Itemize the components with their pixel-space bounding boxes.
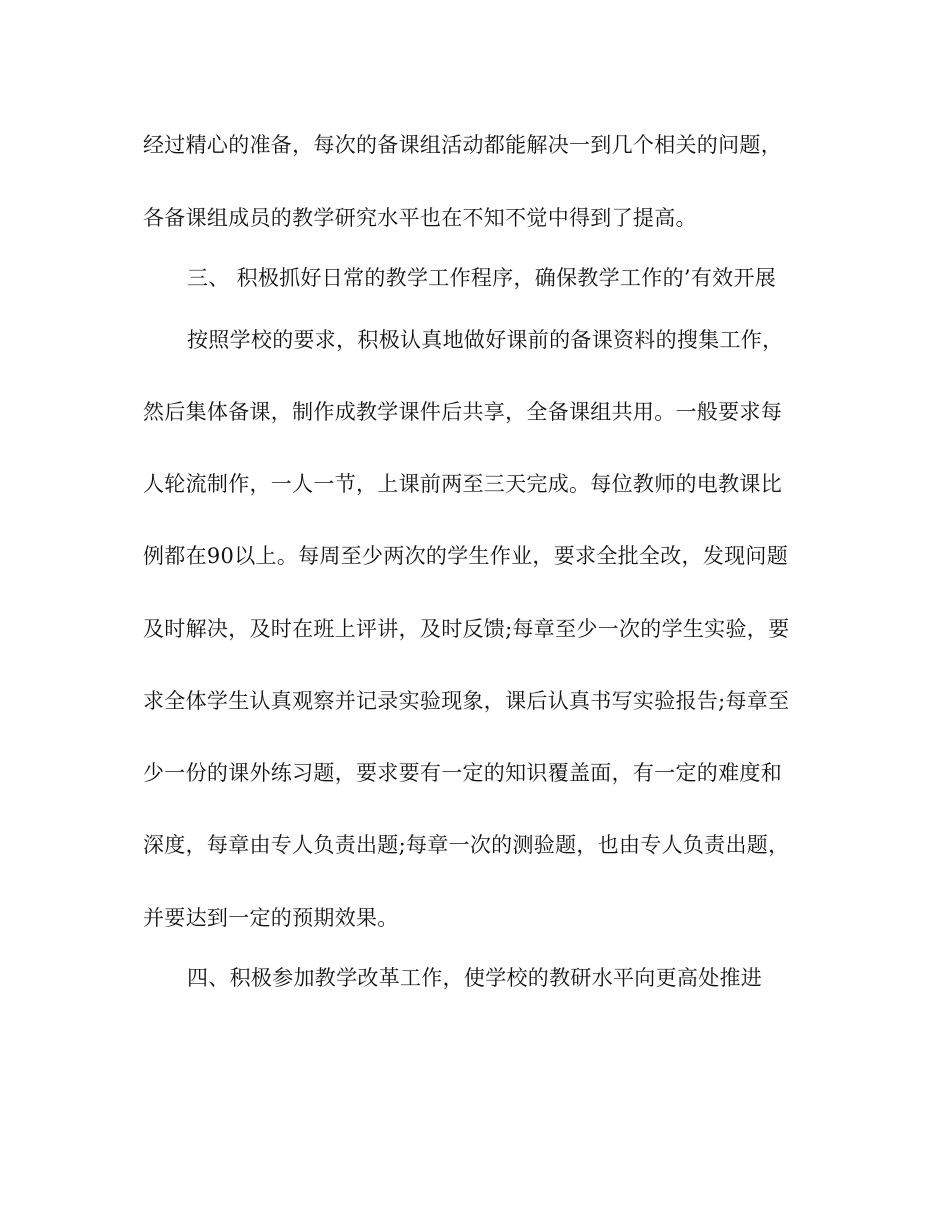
paragraph-line: 少一份的课外练习题，要求要有一定的知识覆盖面，有一定的难度和 — [143, 761, 782, 785]
paragraph-line: 及时解决，及时在班上评讲，及时反馈;每章至少一次的学生实验，要 — [143, 617, 790, 641]
section-heading-three: 三、 积极抓好日常的教学工作程序，确保教学工作的’有效开展 — [187, 266, 777, 290]
section-heading-four: 四、积极参加教学改革工作，使学校的教研水平向更高处推进 — [187, 966, 763, 990]
paragraph-line: 例都在90以上。每周至少两次的学生作业，要求全批全改，发现问题 — [143, 544, 789, 568]
paragraph-line: 按照学校的要求，积极认真地做好课前的备课资料的搜集工作， — [187, 328, 784, 352]
paragraph-line: 并要达到一定的预期效果。 — [143, 906, 399, 930]
paragraph-line: 然后集体备课，制作成教学课件后共享，全备课组共用。一般要求每 — [143, 400, 782, 424]
paragraph-line: 各备课组成员的教学研究水平也在不知不觉中得到了提高。 — [143, 206, 697, 230]
paragraph-line: 人轮流制作，一人一节，上课前两至三天完成。每位教师的电教课比 — [143, 472, 782, 496]
paragraph-line: 深度，每章由专人负责出题;每章一次的测验题，也由专人负责出题， — [143, 833, 790, 857]
paragraph-line: 经过精心的准备，每次的备课组活动都能解决一到几个相关的问题， — [143, 133, 782, 157]
paragraph-line: 求全体学生认真观察并记录实验现象，课后认真书写实验报告;每章至 — [143, 689, 790, 713]
